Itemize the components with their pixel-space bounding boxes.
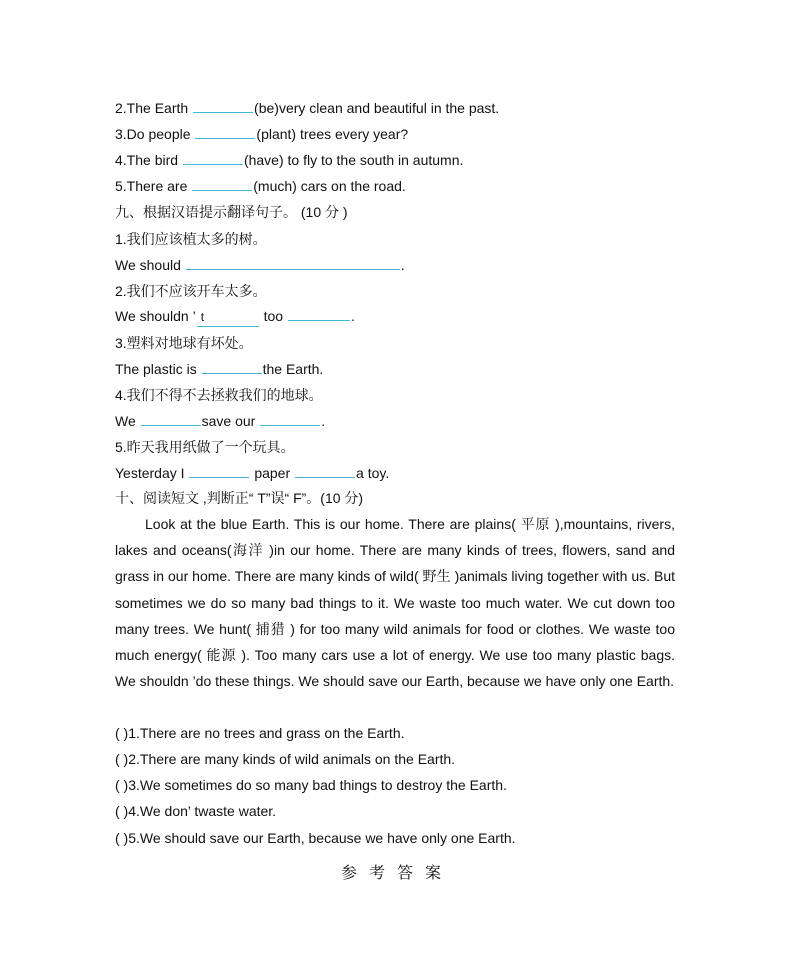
item-text: (plant) trees every year?: [256, 126, 409, 142]
translation-q1-en: [115, 256, 405, 274]
sentence-text: the Earth.: [262, 361, 324, 377]
sentence-text: .: [321, 413, 326, 429]
answer-blank[interactable]: [195, 126, 255, 139]
sentence-text: We: [115, 413, 140, 429]
item-text: 5.There are: [115, 178, 192, 194]
answer-blank[interactable]: [295, 465, 355, 478]
section-9-title: 九、根据汉语提示翻译句子。 (10 分 ): [115, 204, 348, 220]
reading-passage: [115, 511, 675, 694]
sentence-text: We shouldn ’: [115, 308, 196, 324]
passage-text: Look at the blue Earth. This is our home. There are plains( 平原 ),mountains, rivers, lakes and oceans(海洋 )in our home. There are many kinds of trees, flowers, sand and grass in our home. There are many kinds of wild( 野生 )animals living together with us. But sometimes we do so many bad things to it. We waste too much water. We cut down too many trees. We hunt( 捕猎 ) for too many wild animals for food or clothes. We waste too much energy( 能源 ). Too many cars use a lot of energy. We use too many plastic bags. We shouldn ’do these things. We should save our Earth, because we have only one Earth.: [115, 516, 675, 690]
tf-question-3[interactable]: ( )3.We sometimes do so many bad things to destroy the Earth.: [115, 777, 507, 793]
sentence-text: We should: [115, 257, 185, 273]
translation-q3-cn: 3.塑料对地球有坏处。: [115, 335, 253, 351]
section-10-title: 十、阅读短文 ,判断正“ T”误“ F”。(10 分): [115, 490, 364, 506]
answer-blank[interactable]: [288, 308, 350, 321]
prefilled-letter: t: [200, 310, 205, 324]
translation-q2-cn: 2.我们不应该开车太多。: [115, 283, 267, 299]
tf-question-5[interactable]: ( )5.We should save our Earth, because we have only one Earth.: [115, 830, 516, 846]
answer-key-heading: 参考答案: [340, 865, 453, 882]
tf-question-4[interactable]: ( )4.We don’ twaste water.: [115, 803, 277, 819]
item-text: 2.The Earth: [115, 100, 193, 116]
sentence-text: too: [263, 308, 287, 324]
sentence-text: paper: [254, 465, 295, 481]
answer-blank[interactable]: [192, 178, 252, 191]
translation-q4-cn: 4.我们不得不去拯救我们的地球。: [115, 387, 323, 403]
sentence-text: Yesterday I: [115, 465, 189, 481]
fill-in-item-4: [115, 151, 463, 169]
answer-blank[interactable]: [186, 257, 400, 270]
translation-q1-cn: 1.我们应该植太多的树。: [115, 231, 267, 247]
sentence-text: .: [400, 257, 405, 273]
tf-question-1[interactable]: ( )1.There are no trees and grass on the Earth.: [115, 725, 405, 741]
answer-blank[interactable]: [260, 413, 320, 426]
sentence-text: .: [350, 308, 355, 324]
answer-blank[interactable]: [202, 361, 262, 374]
sentence-text: The plastic is: [115, 361, 201, 377]
answer-blank[interactable]: [193, 100, 253, 113]
sentence-text: save our: [201, 413, 260, 429]
answer-blank[interactable]: [141, 413, 201, 426]
item-text: (have) to fly to the south in autumn.: [243, 152, 464, 168]
translation-q4-en: [115, 412, 325, 430]
fill-in-item-3: [115, 125, 408, 143]
fill-in-item-2: [115, 99, 499, 117]
answer-blank[interactable]: [189, 465, 249, 478]
item-text: (much) cars on the road.: [253, 178, 406, 194]
translation-q3-en: [115, 360, 323, 378]
answer-blank[interactable]: [183, 152, 243, 165]
sentence-text: a toy.: [356, 465, 390, 481]
translation-q2-en: [115, 307, 355, 327]
translation-q5-en: [115, 464, 389, 482]
tf-question-2[interactable]: ( )2.There are many kinds of wild animals on the Earth.: [115, 751, 456, 767]
fill-in-item-5: [115, 177, 406, 195]
item-text: 3.Do people: [115, 126, 195, 142]
item-text: 4.The bird: [115, 152, 182, 168]
item-text: (be)very clean and beautiful in the past.: [254, 100, 500, 116]
translation-q5-cn: 5.昨天我用纸做了一个玩具。: [115, 439, 295, 455]
answer-blank[interactable]: [197, 307, 259, 327]
